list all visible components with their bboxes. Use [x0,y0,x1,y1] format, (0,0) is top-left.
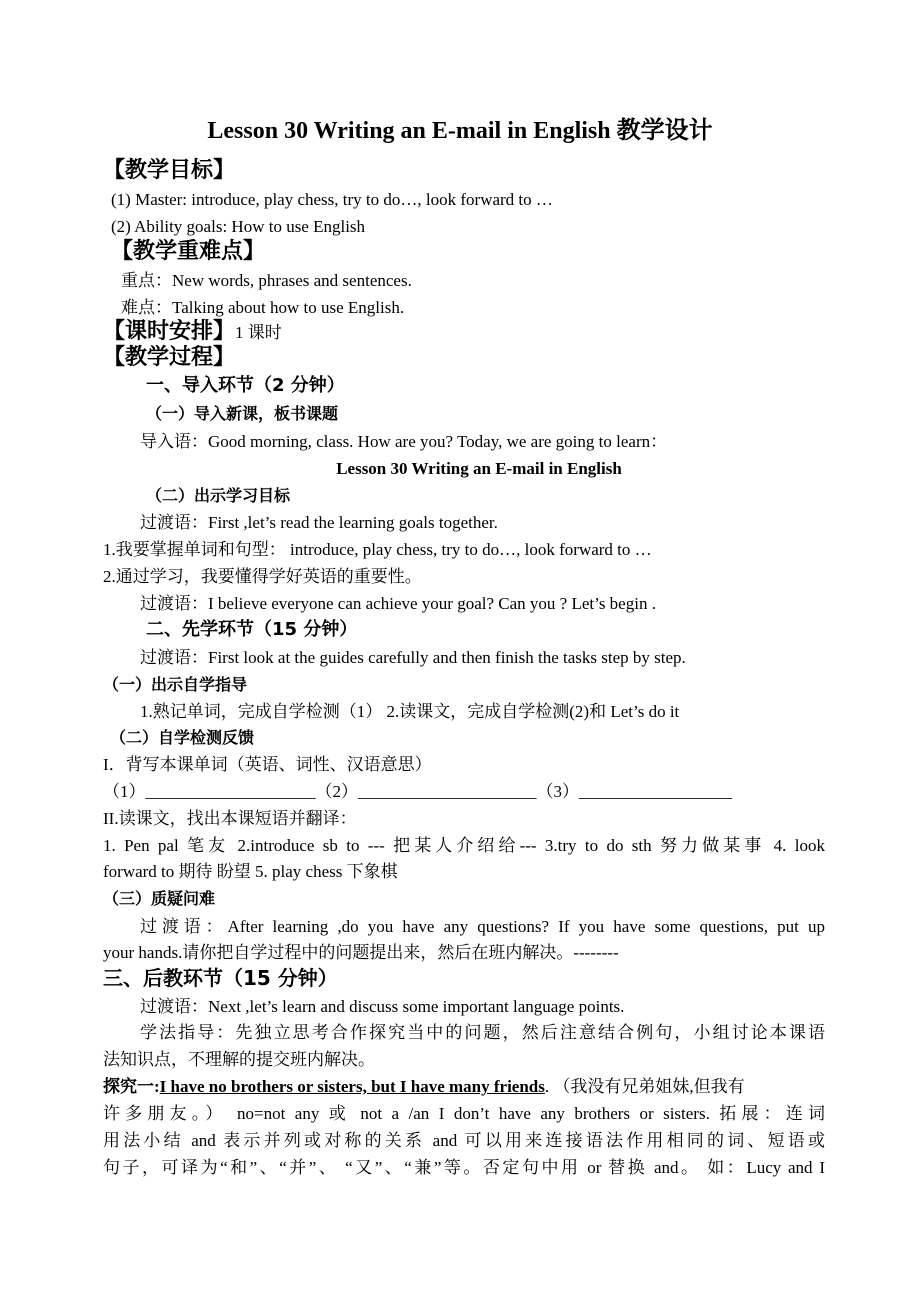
explore-sentence: I have no brothers or sisters, but I have many friends [159,1077,545,1096]
schedule-value: 1 课时 [235,323,282,342]
explore-1-line-4: 句子，可译为“和”、“并”、 “又”、“兼”等。否定句中用 or 替换 and。 如：Lucy and I [103,1158,825,1177]
section-1-sub-1: （一）导入新课，板书课题 [146,404,339,423]
section-2-sub-3: （三）质疑问难 [103,889,216,908]
goal-2: (2) Ability goals: How to use English [111,217,366,236]
key-point: 重点：New words, phrases and sentences. [121,271,412,290]
section-2-sub-1: （一）出示自学指导 [103,675,248,694]
section-2-transition: 过渡语：First look at the guides carefully and then finish the tasks step by step. [140,648,686,667]
schedule-heading [103,318,282,347]
section-2-phrases-2: forward to 期待 盼望 5. play chess 下象棋 [103,862,398,881]
explore-translation: . （我没有兄弟姐妹,但我有 [544,1077,745,1096]
document-title: Lesson 30 Writing an E-mail in English 教学设计 [207,118,713,144]
explore-1-line-3: 用法小结 and 表示并列或对称的关系 and 可以用来连接语法作用相同的词、短语或 [103,1131,825,1150]
section-3-heading: 三、后教环节（15 分钟） [103,966,338,990]
section-2-guide: 1.熟记单词，完成自学检测（1） 2.读课文，完成自学检测(2)和 Let’s do it [140,702,680,721]
section-1-transition-2: 过渡语：I believe everyone can achieve your goal? Can you ? Let’s begin . [140,594,656,613]
section-3-guide-a: 学法指导：先独立思考合作探究当中的问题，然后注意结合例句，小组讨论本课语 [140,1023,825,1042]
section-1-goal-2: 2.通过学习，我要懂得学好英语的重要性。 [103,567,422,586]
difficult-point: 难点：Talking about how to use English. [121,298,405,317]
section-1-goal-1: 1.我要掌握单词和句型： introduce, play chess, try to do…, look forward to … [103,540,652,559]
section-3-transition: 过渡语：Next ,let’s learn and discuss some important language points. [140,997,625,1016]
section-1-heading: 一、导入环节（2 分钟） [146,375,345,396]
section-1-lesson-title: Lesson 30 Writing an E-mail in English [336,459,622,478]
explore-label: 探究一: [103,1077,160,1096]
process-heading: 【教学过程】 [103,345,236,370]
section-1-sub-2: （二）出示学习目标 [146,486,291,505]
explore-1-line-1 [103,1076,745,1098]
section-2-blanks: （1）____________________（2）_____________________（3）__________________ [103,782,732,801]
section-2-transition-2b: your hands.请你把自学过程中的问题提出来，然后在班内解决。-------- [103,943,619,962]
section-3-guide-b: 法知识点，不理解的提交班内解决。 [103,1050,375,1069]
section-2-task-1: I．背写本课单词（英语、词性、汉语意思） [103,755,432,774]
section-2-task-2: II.读课文，找出本课短语并翻译： [103,809,357,828]
section-1-intro: 导入语：Good morning, class. How are you? Today, we are going to learn： [140,432,668,451]
section-1-transition-1: 过渡语：First ,let’s read the learning goals together. [140,513,498,532]
section-2-sub-2: （二）自学检测反馈 [110,728,255,747]
section-2-heading: 二、先学环节（15 分钟） [146,619,358,640]
goals-heading: 【教学目标】 [103,158,236,183]
schedule-heading-text: 【课时安排】 [103,319,236,344]
goal-1: (1) Master: introduce, play chess, try to do…, look forward to … [111,190,553,209]
section-2-phrases-1: 1. Pen pal 笔友 2.introduce sb to --- 把某人介绍给--- 3.try to do sth 努力做某事 4. look [103,836,825,855]
explore-1-line-2: 许多朋友。） no=not any 或 not a /an I don’t have any brothers or sisters. 拓展：连词 [103,1104,825,1123]
key-heading: 【教学重难点】 [111,239,266,264]
section-2-transition-2a: 过渡语：After learning ,do you have any questions? If you have some questions, put up [140,917,825,936]
